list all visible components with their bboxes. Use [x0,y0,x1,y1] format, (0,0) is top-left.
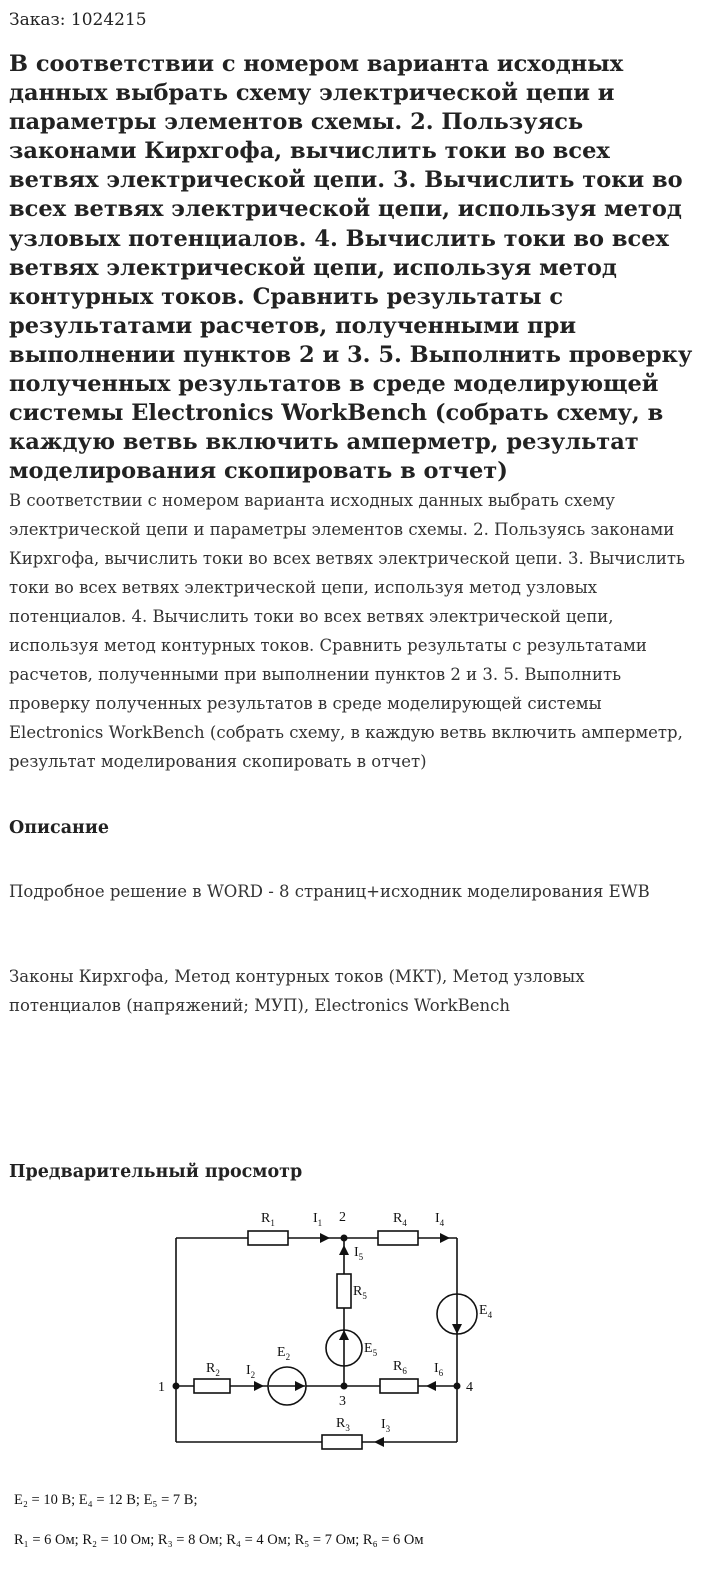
preview-heading: Предварительный просмотр [9,1162,303,1182]
label-r1: $R_1$ [261,1211,275,1228]
node-4-label: 4 [466,1380,473,1395]
task-body: В соответствии с номером варианта исходных данных выбрать схему электрической цепи и параметры элементов схемы. 2. Пользуясь законами Кирхгофа, вычислить токи во всех ветвях электрической цепи. 3. Вычислить токи во всех ветвях электрической цепи, используя метод узловых потенциалов. 4. Вычислить токи во всех ветвях электрической цепи, используя метод контурных токов. Сравнить результаты с результатами расчетов, полученными при выполнении пунктов 2 и 3. 5. Выполнить проверку полученных результатов в среде моделирующей системы Electronics WorkBench (собрать схему, в каждую ветвь включить амперметр, результат моделирования скопировать в отчет) [9,491,685,771]
circuit-wires [176,1238,457,1442]
node-4-dot [454,1383,461,1390]
arrow-i5-icon [339,1245,349,1255]
arrow-i2-icon [254,1381,264,1391]
label-i1: $I_1$ [313,1211,323,1228]
circuit-diagram [150,1198,510,1458]
order-number: Заказ: 1024215 [9,10,147,30]
resistor-r2 [194,1379,230,1393]
label-r3: $R_3$ [336,1416,350,1433]
label-r4: $R_4$ [393,1211,407,1228]
label-i5: $I_5$ [354,1245,364,1262]
source-e5-icon [326,1330,362,1366]
resistor-r1 [248,1231,288,1245]
resistor-r6 [380,1379,418,1393]
arrow-i3-icon [374,1437,384,1447]
label-r5: $R_5$ [353,1284,367,1301]
label-e4: $E_4$ [479,1303,493,1320]
page-title: В соответствии с номером варианта исходных данных выбрать схему электрической цепи и параметры элементов схемы. 2. Пользуясь законами Кирхгофа, вычислить токи во всех ветвях электрической цепи. 3. Вычислить токи во всех ветвях электрической цепи, используя метод узловых потенциалов. 4. Вычислить токи во всех ветвях электрической цепи, используя метод контурных токов. Сравнить результаты с результатами расчетов, полученными при выполнении пунктов 2 и 3. 5. Выполнить проверку полученных результатов в среде моделирующей системы Electronics WorkBench (собрать схему, в каждую ветвь включить амперметр, результат моделирования скопировать в отчет) [9,51,693,485]
source-e4-icon [437,1294,477,1334]
arrow-i1-icon [320,1233,330,1243]
description-paragraph-2: Законы Кирхгофа, Метод контурных токов (МКТ), Метод узловых потенциалов (напряжений; МУП), Electronics WorkBench [9,967,585,1015]
resistor-r3 [322,1435,362,1449]
label-i4: $I_4$ [435,1211,445,1228]
label-r2: $R_2$ [206,1361,220,1378]
node-1-label: 1 [158,1380,165,1395]
description-paragraph-1: Подробное решение в WORD - 8 страниц+исходник моделирования EWB [9,882,650,901]
label-r6: $R_6$ [393,1359,407,1376]
emf-values: E₂ = 10 В; E₄ = 12 В; E₅ = 7 В; [14,1492,198,1508]
resistance-values: R₁ = 6 Ом; R₂ = 10 Ом; R₃ = 8 Ом; R₄ = 4 Ом; R₅ = 7 Ом; R₆ = 6 Ом [14,1532,424,1548]
label-i2: $I_2$ [246,1363,256,1380]
resistor-r5 [337,1274,351,1308]
node-3-dot [341,1383,348,1390]
arrow-i6-icon [426,1381,436,1391]
label-i3: $I_3$ [381,1417,391,1434]
label-i6: $I_6$ [434,1361,444,1378]
node-2-dot [341,1235,348,1242]
label-e2: $E_2$ [277,1345,291,1362]
resistor-r4 [378,1231,418,1245]
description-heading: Описание [9,818,109,838]
node-3-label: 3 [339,1394,346,1409]
node-2-label: 2 [339,1210,346,1225]
label-e5: $E_5$ [364,1341,378,1358]
node-1-dot [173,1383,180,1390]
arrow-i4-icon [440,1233,450,1243]
source-e2-icon [268,1367,306,1405]
circuit-svg [150,1198,510,1458]
